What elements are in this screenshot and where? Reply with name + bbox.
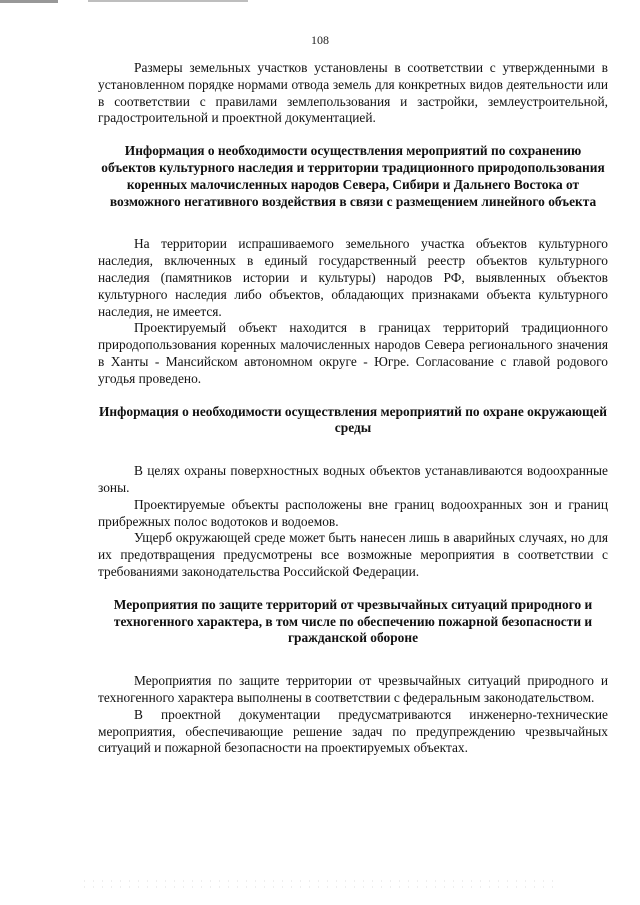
heading-environment-protection: Информация о необходимости осуществления мероприятий по охране окружающей среды — [99, 403, 607, 436]
scan-noise-footer — [80, 878, 560, 890]
scan-artifact-left — [0, 0, 58, 3]
document-body — [98, 60, 608, 757]
scan-artifact-center — [88, 0, 248, 2]
heading-emergency-protection: Мероприятия по защите территорий от чрезвычайных ситуаций природного и техногенного характера, в том числе по обеспечению пожарной безопасности и гражданской обороне — [113, 596, 593, 646]
paragraph-traditional-land-use: Проектируемый объект находится в границах территорий традиционного природопользования коренных малочисленных народов Севера регионального значения в Ханты - Мансийском автономном округе - Югре. Согласование с главой родового угодья проведено. — [98, 320, 608, 386]
paragraph-land-plot-sizes: Размеры земельных участков установлены в соответствии с утвержденными в установленном порядке нормами отвода земель для конкретных видов деятельности или в соответствии с правилами землепользования и застройки, землеустроительной, градостроительной и проектной документацией. — [98, 60, 608, 126]
page-number: 108 — [311, 33, 329, 47]
paragraph-environmental-damage: Ущерб окружающей среде может быть нанесен лишь в аварийных случаях, но для их предотвращения предусмотрены все возможные мероприятия в соответствии с требованиями законодательства Российской Федерации. — [98, 530, 608, 579]
heading-cultural-heritage: Информация о необходимости осуществления мероприятий по сохранению объектов культурного наследия и территории традиционного природопользования коренных малочисленных народов Севера, Сибири и Дальнего Востока от возможного негативного воздействия в связи с размещением линейного объекта — [101, 143, 605, 209]
paragraph-outside-zones: Проектируемые объекты расположены вне границ водоохранных зон и границ прибрежных полос водотоков и водоемов. — [98, 496, 608, 529]
paragraph-emergency-measures: Мероприятия по защите территории от чрезвычайных ситуаций природного и техногенного характера выполнены в соответствии с федеральным законодательством. — [98, 673, 608, 705]
paragraph-water-protection-zones: В целях охраны поверхностных водных объектов устанавливаются водоохранные зоны. — [98, 463, 608, 495]
paragraph-heritage-absent: На территории испрашиваемого земельного участка объектов культурного наследия, включенных в единый государственный реестр объектов культурного наследия (памятников истории и культуры) народов РФ, выявленных объектов культурного наследия либо объектов, обладающих признаками объекта культурного наследия, не имеется. — [98, 236, 608, 319]
paragraph-engineering-measures: В проектной документации предусматриваются инженерно-технические мероприятия, обеспечивающие решение задач по предупреждению чрезвычайных ситуаций и пожарной безопасности на проектируемых объектах. — [98, 706, 608, 756]
